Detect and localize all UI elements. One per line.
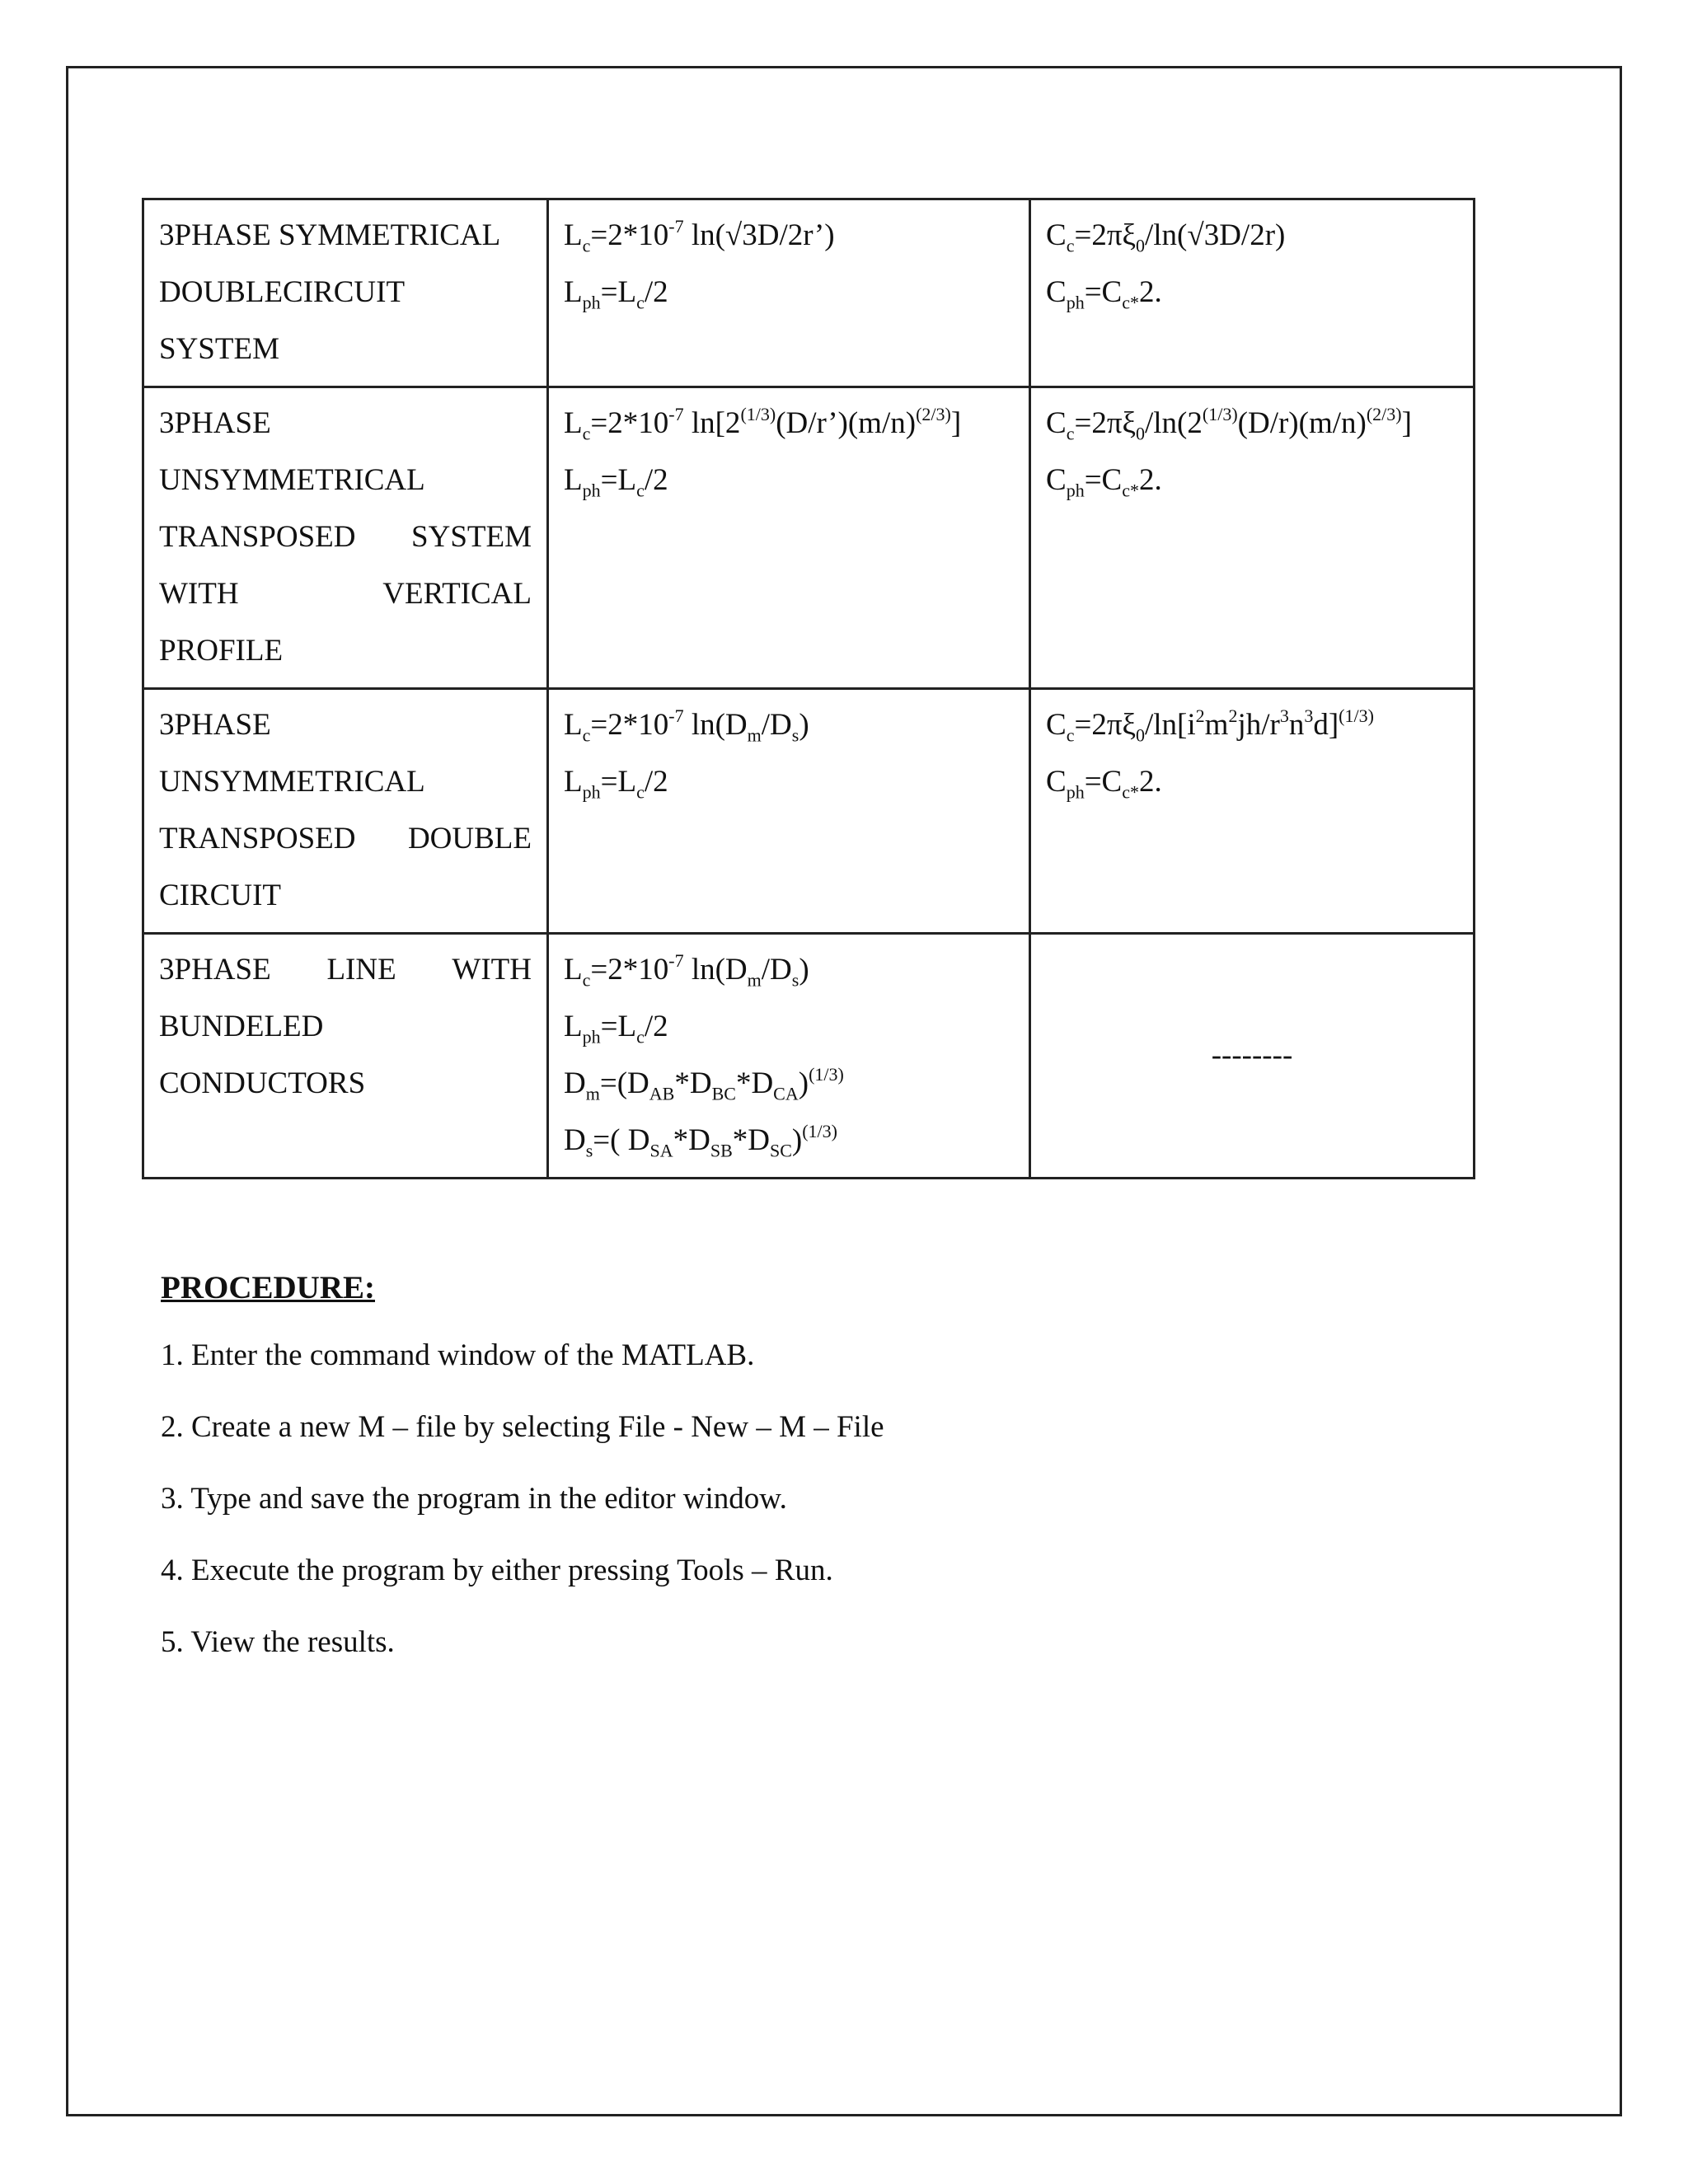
table-row <box>143 689 1475 934</box>
capacitance-cell <box>1030 199 1475 387</box>
procedure-step: 2. Create a new M – file by selecting File - New – M – File <box>161 1410 884 1444</box>
inductance-cell <box>548 387 1030 689</box>
phase-capacitance-formula: $C_{ph}=C_{c*}2$. <box>1046 765 1162 803</box>
config-line: UNSYMMETRICAL <box>159 765 425 799</box>
capacitance-formula: $C_c=2\pi\xi_0/\ln(√3D/2r)$ <box>1046 218 1286 256</box>
procedure-step: 1. Enter the command window of the MATLAB. <box>161 1338 755 1372</box>
inductance-cell <box>548 689 1030 934</box>
config-line: CIRCUIT <box>159 879 281 912</box>
phase-capacitance-formula: $C_{ph}=C_{c*}2$. <box>1046 463 1162 501</box>
capacitance-formula: $C_c=2\pi\xi_0/\ln[i^2m^2jh/r^3n^3d]^{(1/3)}$ <box>1046 705 1374 746</box>
procedure-step: 5. View the results. <box>161 1625 395 1659</box>
config-line: 3PHASE SYMMETRICAL <box>159 218 501 252</box>
procedure-step: 4. Execute the program by either pressing Tools – Run. <box>161 1554 833 1587</box>
capacitance-cell <box>1030 689 1475 934</box>
inductance-formula: $L_c=2*10^{-7}$ $\ln[2^{(1/3)}(D/r’)(m/n)^{(2/3)}]$ <box>564 403 962 444</box>
config-line: PROFILE <box>159 634 284 668</box>
gmr-formula: $D_s=$( $D_{SA}*D_{SB}*D_{SC})^{(1/3)}$ <box>564 1120 837 1161</box>
config-line: 3PHASE <box>159 406 271 440</box>
inductance-formula: $L_c=2*10^{-7}$ $\ln(D_m/D_s)$ <box>564 705 809 746</box>
procedure-section <box>161 1269 884 1696</box>
inductance-formula: $L_c=2*10^{-7}$ ln(√3D/2r’) <box>564 215 835 256</box>
config-line: TRANSPOSED DOUBLE <box>159 822 532 855</box>
phase-inductance-formula: $L_{ph}=L_c/2$ <box>564 1010 668 1047</box>
config-line: DOUBLECIRCUIT <box>159 275 406 309</box>
inductance-formula: $L_c=2*10^{-7}$ $\ln(D_m/D_s)$ <box>564 949 809 991</box>
config-cell <box>143 199 548 387</box>
config-line: 3PHASE LINE WITH <box>159 953 532 987</box>
empty-dash: -------- <box>1211 1038 1293 1072</box>
phase-capacitance-formula: $C_{ph}=C_{c*}2$. <box>1046 275 1162 313</box>
config-line: 3PHASE <box>159 708 271 742</box>
config-cell <box>143 689 548 934</box>
table-row <box>143 199 1475 387</box>
procedure-heading: PROCEDURE: <box>161 1270 375 1305</box>
table-row <box>143 387 1475 689</box>
config-line: SYSTEM <box>159 332 279 366</box>
phase-inductance-formula: $L_{ph}=L_c/2$ <box>564 463 668 501</box>
config-line: BUNDELED <box>159 1010 324 1043</box>
config-line: UNSYMMETRICAL <box>159 463 425 497</box>
capacitance-cell <box>1030 934 1475 1179</box>
config-cell <box>143 387 548 689</box>
capacitance-cell <box>1030 387 1475 689</box>
config-cell <box>143 934 548 1179</box>
gmd-formula: $D_m=(D_{AB}*D_{BC}*D_{CA})^{(1/3)}$ <box>564 1063 844 1104</box>
config-line: TRANSPOSED SYSTEM <box>159 520 532 554</box>
inductance-cell <box>548 934 1030 1179</box>
table-row <box>143 934 1475 1179</box>
capacitance-formula: $C_c=2\pi\xi_0/\ln(2^{(1/3)}(D/r)(m/n)^{(2/3)}]$ <box>1046 403 1412 444</box>
phase-inductance-formula: $L_{ph}=L_c/2$ <box>564 275 668 313</box>
config-line: WITH VERTICAL <box>159 577 532 611</box>
procedure-step: 3. Type and save the program in the editor window. <box>161 1482 787 1516</box>
inductance-cell <box>548 199 1030 387</box>
config-line: CONDUCTORS <box>159 1066 366 1100</box>
formula-table <box>142 198 1475 1179</box>
phase-inductance-formula: $L_{ph}=L_c/2$ <box>564 765 668 803</box>
